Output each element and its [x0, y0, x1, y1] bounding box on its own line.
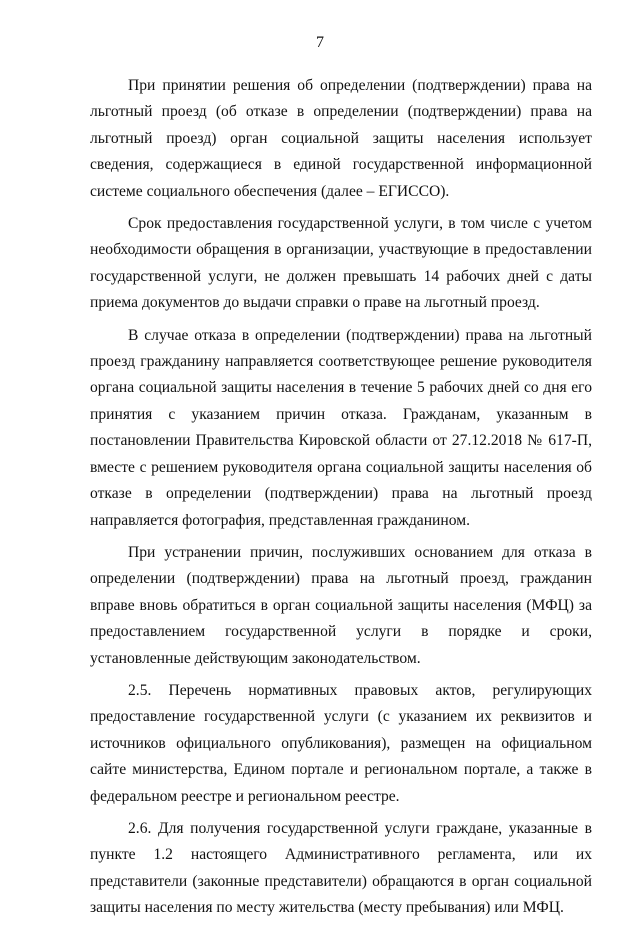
document-body [90, 73, 592, 928]
paragraph-service-term: Срок предоставления государственной услуги, в том числе с учетом необходимости обращения в организации, участвующие в предоставлении государственной услуги, не должен превышать 14 рабочих дней с даты приема документов до выдачи справки о праве на льготный проезд. [90, 215, 592, 312]
paragraph-egisso-info: При принятии решения об определении (подтверждении) права на льготный проезд (об отказе в определении (подтверждении) права на льготный проезд) орган социальной защиты населения использует сведения, содержащиеся в единой государственной информационной системе социального обеспечения (далее – ЕГИССО). [90, 77, 592, 200]
paragraph-2-6-application: 2.6. Для получения государственной услуги граждане, указанные в пункте 1.2 настоящего Административного регламента, или их представители (законные представители) обращаются в орган социальной защиты населения по месту жительства (месту пребывания) или МФЦ. [90, 819, 592, 917]
paragraph-refusal-notice: В случае отказа в определении (подтверждении) права на льготный проезд гражданину направляется соответствующее решение руководителя органа социальной защиты населения в течение 5 рабочих дней со дня его принятия с указанием причин отказа. Гражданам, указанным в постановлении Правительства Кировской области от 27.12.2018 № 617-П, вместе с решением руководителя органа социальной защиты населения об отказе в определении (подтверждении) права на льготный проезд направляется фотография, представленная гражданином. [90, 326, 592, 529]
page-number: 7 [316, 34, 324, 51]
paragraph-2-5-legal-acts: 2.5. Перечень нормативных правовых актов, регулирующих предоставление государственной услуги (с указанием их реквизитов и источников официального опубликования), размещен на официальном сайте министерства, Едином портале и региональном портале, а также в федеральном реестре и региональном реестре. [90, 681, 592, 805]
paragraph-reapplication: При устранении причин, послуживших основанием для отказа в определении (подтверждении) права на льготный проезд, гражданин вправе вновь обратиться в орган социальной защиты населения (МФЦ) за предоставлением государственной услуги в порядке и сроки, установленные действующим законодательством. [90, 543, 592, 667]
